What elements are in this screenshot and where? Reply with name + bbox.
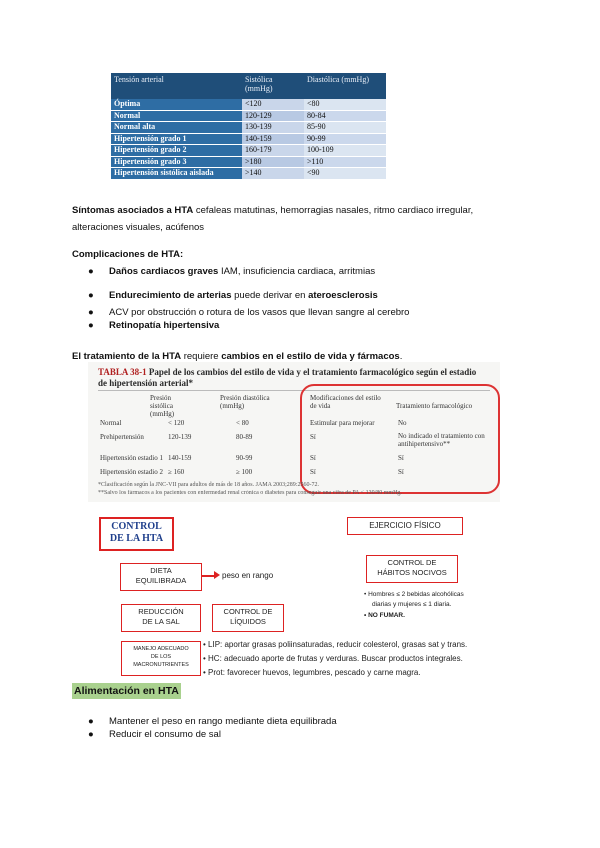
ejercicio-box: EJERCICIO FÍSICO	[347, 517, 463, 535]
table-row	[111, 133, 386, 145]
table-row	[111, 99, 386, 110]
peso-label: peso en rango	[222, 571, 274, 580]
box-line: DE LA HTA	[109, 533, 164, 544]
bp-classification-table	[111, 73, 386, 180]
scan-cell: No indicado el tratamiento con antihipertensivo**	[398, 432, 485, 448]
table-cell: Hipertensión grado 2	[111, 145, 242, 157]
item-text: Mantener el peso en rango mediante dieta equilibrada	[109, 716, 337, 727]
alimentacion-title: Alimentación en HTA	[74, 685, 179, 697]
scan-cell: < 80	[236, 419, 249, 427]
scan-footnote: *Clasificación según la JNC-VII para adultos de más de 18 años. JAMA 2003;289:2560-72.	[98, 482, 319, 488]
scan-header: Presión sistólica (mmHg)	[150, 394, 175, 418]
scan-title-text: Papel de los cambios del estilo de vida y el tratamiento farmacológico según el estadio	[148, 367, 477, 377]
box-line: DE LOS	[150, 654, 172, 660]
box-line: CONTROL	[111, 521, 162, 532]
scan-cell: Hipertensión estadio 1	[100, 454, 163, 462]
scan-cell: Sí	[310, 468, 316, 476]
scan-footnote: **Salvo los fármacos a los pacientes con enfermedad renal crónica o diabetes para conseguir una cifra de PA < 130/80 mmHg.	[98, 490, 402, 496]
scan-cell: 80-89	[236, 433, 253, 441]
item-bold-2: ateroesclerosis	[308, 290, 378, 301]
box-line: DE LA SAL	[142, 617, 180, 626]
table-cell: >140	[242, 168, 304, 180]
macro-bullet-text: HC: adecuado aporte de frutas y verduras. Buscar productos integrales.	[208, 654, 463, 663]
scan-cell: ≥ 100	[236, 468, 253, 476]
table-cell: Hipertensión sistólica aislada	[111, 168, 242, 180]
bullet-icon: ●	[88, 307, 94, 318]
treatment-bold-2: cambios en el estilo de vida y fármacos	[221, 351, 400, 362]
item-text: IAM, insuficiencia cardiaca, arritmias	[220, 266, 376, 277]
table-cell: >180	[242, 156, 304, 168]
scan-cell: ≥ 160	[168, 468, 185, 476]
macronutrientes-box	[121, 641, 201, 676]
table-row	[111, 110, 386, 122]
table-cell: <80	[304, 99, 386, 110]
scan-cell: Sí	[310, 454, 316, 462]
item-text: puede derivar en	[234, 290, 309, 301]
table-row	[111, 156, 386, 168]
habitos-bullet-cont: diarias y mujeres ≤ 1 diaria.	[372, 601, 452, 608]
table-cell: 90-99	[304, 133, 386, 145]
scan-header: Presión diastólica (mmHg)	[220, 394, 270, 410]
table-cell: Normal	[111, 110, 242, 122]
table-cell: 160-179	[242, 145, 304, 157]
habitos-bullet-text: Hombres ≤ 2 bebidas alcohólicas	[368, 591, 464, 598]
symptoms-line-2: alteraciones visuales, acúfenos	[72, 222, 205, 233]
scan-cell: Sí	[398, 454, 404, 462]
habitos-bullet: • NO FUMAR.	[364, 612, 405, 619]
item-text: ACV por obstrucción o rotura de los vasos que llevan sangre al cerebro	[109, 307, 410, 318]
bullet-icon: ●	[88, 729, 94, 740]
treatment-scan-table	[88, 362, 500, 502]
bullet-icon: ●	[88, 290, 94, 301]
box-line: EQUILIBRADA	[135, 576, 187, 585]
header-cell: Sistólica (mmHg)	[242, 73, 304, 99]
scan-cell: 120-139	[168, 433, 192, 441]
box-line: MANEJO ADECUADO	[133, 646, 189, 652]
dieta-box	[120, 563, 202, 591]
table-cell: 85-90	[304, 122, 386, 134]
macro-bullet-text: Prot: favorecer huevos, legumbres, pescado y carne magra.	[208, 668, 421, 677]
item-bold: Daños cardiacos graves	[109, 266, 219, 277]
macro-bullet: • Prot: favorecer huevos, legumbres, pescado y carne magra.	[203, 668, 421, 677]
item-bold: Endurecimiento de arterias	[109, 290, 232, 301]
symptoms-label: Síntomas asociados a HTA	[72, 205, 194, 216]
macro-bullet: • LIP: aportar grasas poliinsaturadas, reducir colesterol, grasas sat y trans.	[203, 640, 468, 649]
table-cell: Óptima	[111, 99, 242, 110]
complications-title: Complicaciones de HTA:	[72, 249, 184, 260]
bullet-icon: ●	[88, 716, 94, 727]
scan-cell: < 120	[168, 419, 185, 427]
bp-table-header	[111, 73, 386, 99]
table-cell: <90	[304, 168, 386, 180]
liquidos-box	[212, 604, 284, 632]
box-line: REDUCCIÓN	[138, 607, 184, 616]
scan-cell: No	[398, 419, 407, 427]
scan-cell: 140-159	[168, 454, 192, 462]
scan-cell: Prehipertensión	[100, 433, 144, 441]
table-cell: Hipertensión grado 1	[111, 133, 242, 145]
item-bold: Retinopatía hipertensiva	[109, 320, 220, 331]
table-cell: Hipertensión grado 3	[111, 156, 242, 168]
treatment-text-2: .	[399, 351, 403, 362]
arrow-head-icon	[214, 571, 220, 579]
scan-header: Modificaciones del estilo de vida	[310, 394, 381, 410]
macro-bullet: • HC: adecuado aporte de frutas y verduras. Buscar productos integrales.	[203, 654, 463, 663]
treatment-bold-1: El tratamiento de la HTA	[72, 351, 182, 362]
table-cell: Normal alta	[111, 122, 242, 134]
table-row	[111, 122, 386, 134]
scan-cell: Estimular para mejorar	[310, 419, 375, 427]
habitos-bullet: • Hombres ≤ 2 bebidas alcohólicas	[364, 591, 464, 598]
scan-cell: Hipertensión estadio 2	[100, 468, 163, 476]
item-text: Reducir el consumo de sal	[109, 729, 221, 740]
scan-cell: 90-99	[236, 454, 253, 462]
scan-title-prefix: TABLA 38-1	[98, 367, 147, 377]
bullet-icon: ●	[88, 266, 94, 277]
symptoms-text: cefaleas matutinas, hemorragias nasales, ritmo cardiaco irregular,	[195, 205, 474, 216]
box-line: LÍQUIDOS	[230, 617, 266, 626]
table-cell: >110	[304, 156, 386, 168]
box-line: HÁBITOS NOCIVOS	[377, 568, 447, 577]
table-cell: 100-109	[304, 145, 386, 157]
habitos-box	[366, 555, 458, 583]
scan-cell: Normal	[100, 419, 122, 427]
table-cell: 80-84	[304, 110, 386, 122]
box-line: CONTROL DE	[387, 558, 437, 567]
table-cell: 130-139	[242, 122, 304, 134]
treatment-text-1: requiere	[181, 351, 222, 362]
scan-title-2: de hipertensión arterial*	[98, 378, 193, 388]
sal-box	[121, 604, 201, 632]
box-line: CONTROL DE	[223, 607, 273, 616]
header-cell: Diastólica (mmHg)	[304, 73, 386, 99]
table-cell: 120-129	[242, 110, 304, 122]
table-row	[111, 168, 386, 180]
table-cell: <120	[242, 99, 304, 110]
control-hta-box	[99, 517, 174, 551]
habitos-bullet-text: NO FUMAR.	[368, 612, 405, 619]
scan-cell: Sí	[398, 468, 404, 476]
box-line: DIETA	[150, 566, 172, 575]
macro-bullet-text: LIP: aportar grasas poliinsaturadas, reducir colesterol, grasas sat y trans.	[208, 640, 468, 649]
table-cell: 140-159	[242, 133, 304, 145]
box-line: MACRONUTRIENTES	[133, 662, 189, 668]
scan-cell: Sí	[310, 433, 316, 441]
table-row	[111, 145, 386, 157]
scan-header: Tratamiento farmacológico	[396, 402, 473, 410]
bullet-icon: ●	[88, 320, 94, 331]
symptoms-line	[72, 204, 473, 217]
scan-title	[98, 367, 476, 377]
header-cell: Tensión arterial	[111, 73, 242, 99]
